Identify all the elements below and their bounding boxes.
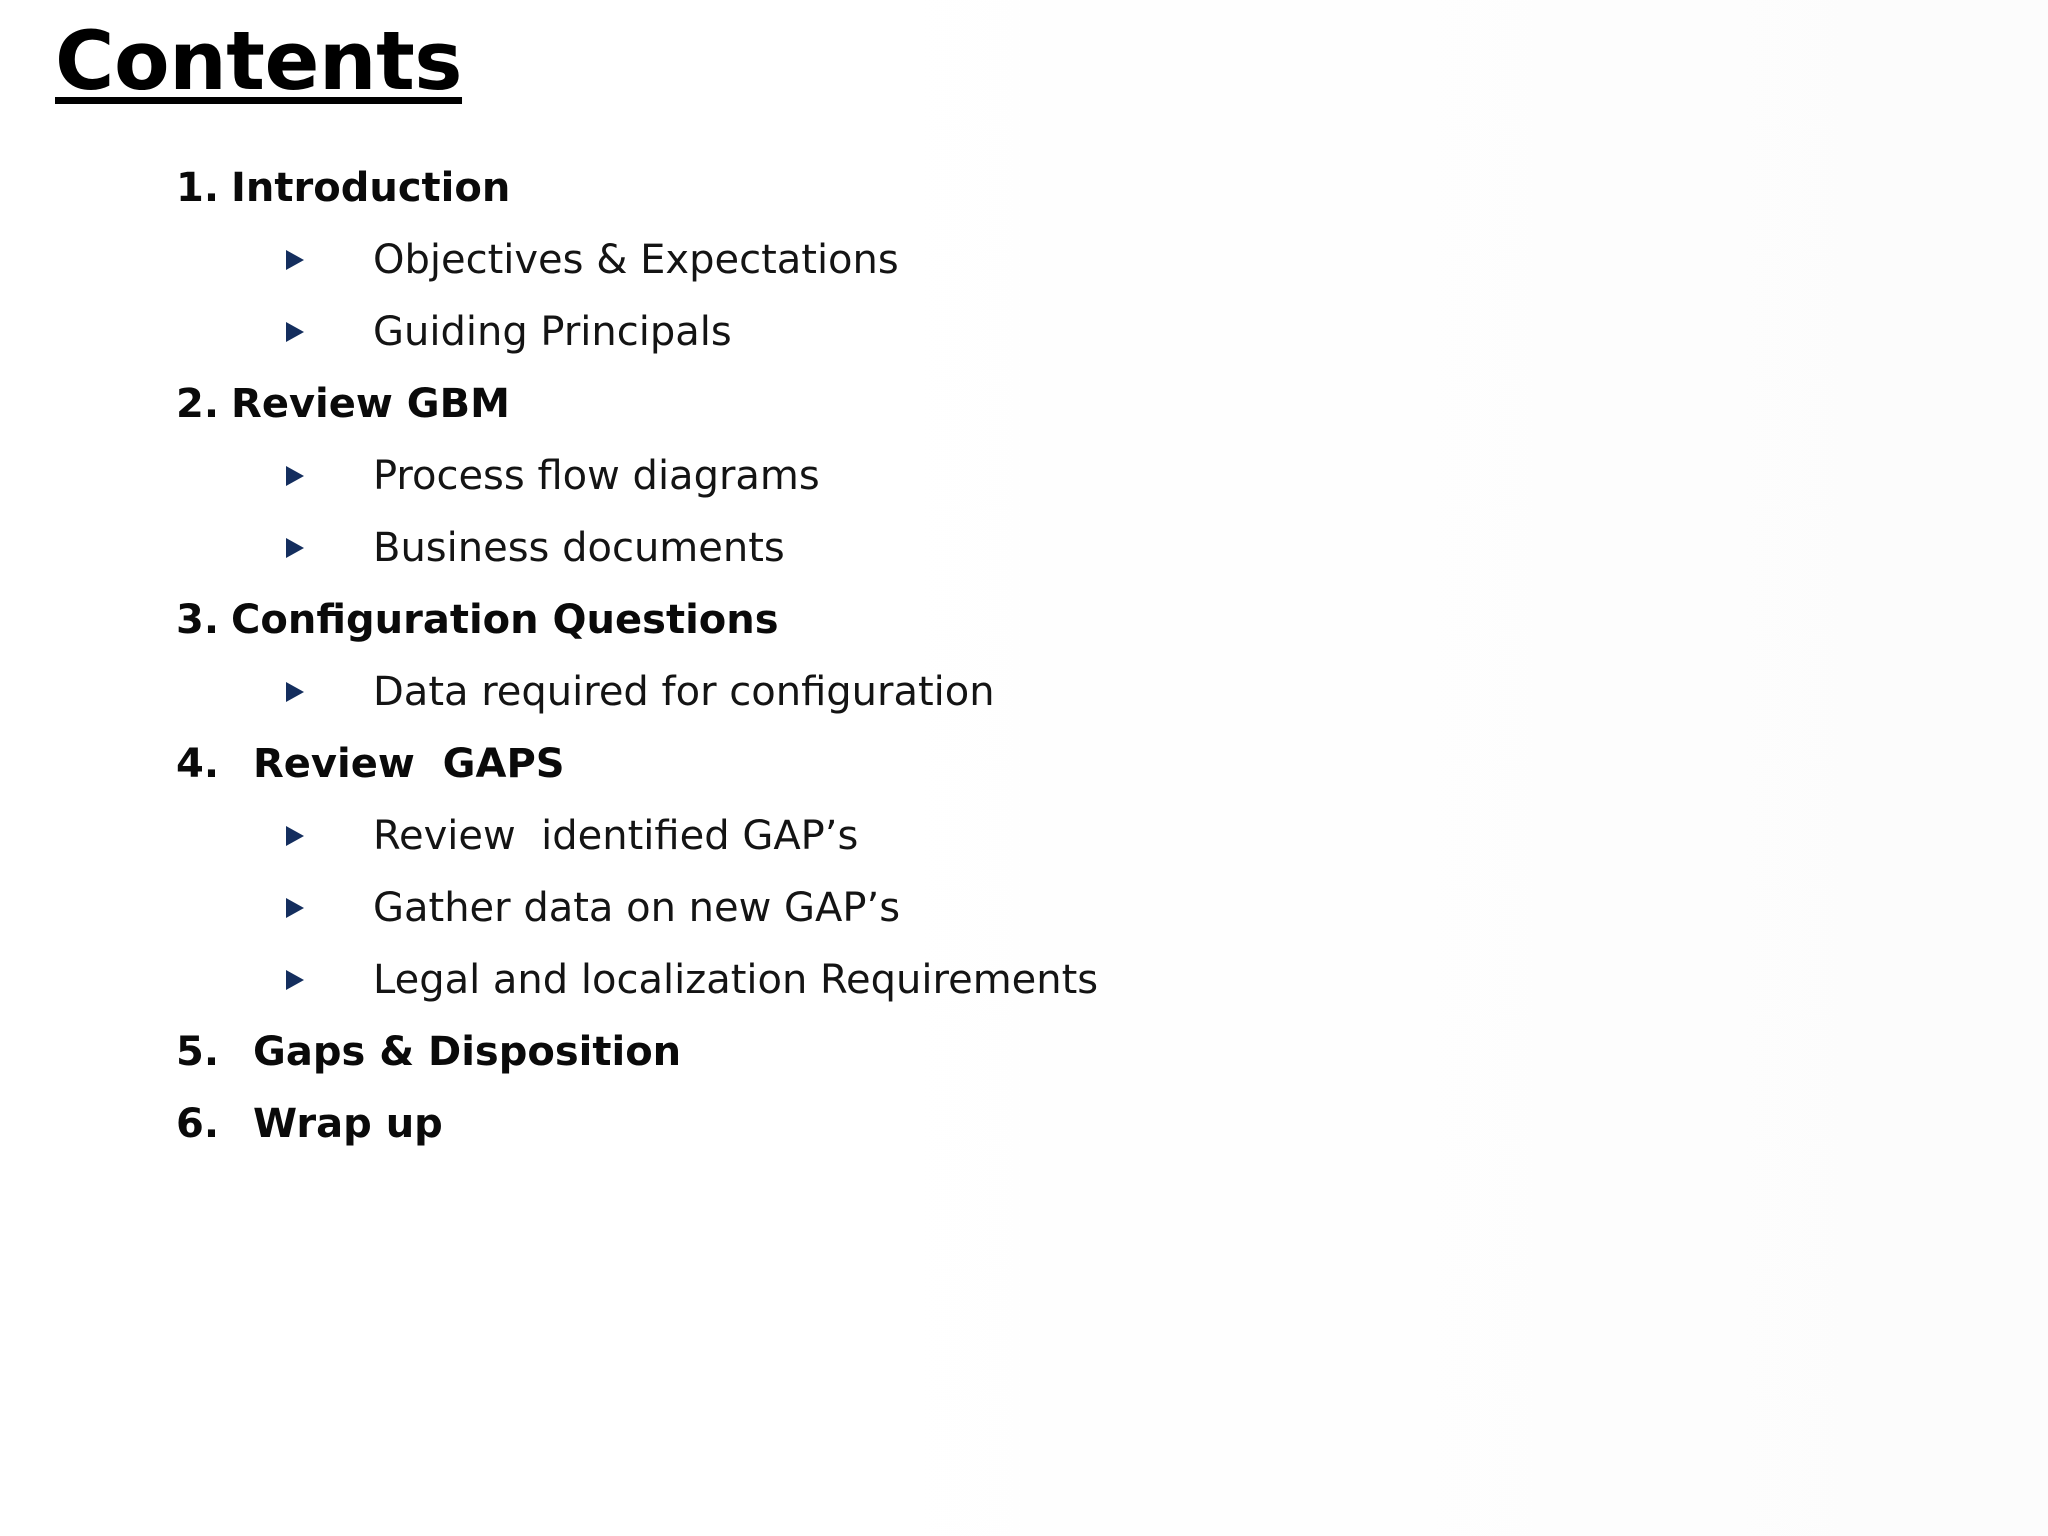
triangle-bullet-icon [286,322,304,342]
subitem-label: Legal and localization Requirements [373,957,1099,1003]
section-label: Configuration Questions [231,597,779,643]
subitem-label: Gather data on new GAP’s [373,885,901,931]
triangle-bullet-icon [286,970,304,990]
toc-section-review-gbm [176,368,1876,440]
toc-subitem [176,944,1876,1016]
section-label: Review GAPS [253,741,565,787]
section-label: Gaps & Disposition [253,1029,682,1075]
table-of-contents [176,152,1876,1160]
subitem-label: Guiding Principals [373,309,732,355]
section-label: Introduction [231,165,511,211]
triangle-bullet-icon [286,898,304,918]
triangle-bullet-icon [286,682,304,702]
toc-subitem [176,512,1876,584]
triangle-bullet-icon [286,466,304,486]
page-title: Contents [55,15,463,109]
triangle-bullet-icon [286,250,304,270]
toc-subitem [176,872,1876,944]
toc-subitem [176,296,1876,368]
subitem-label: Review identified GAP’s [373,813,859,859]
toc-subitem [176,656,1876,728]
toc-subitem [176,800,1876,872]
section-label: Review GBM [231,381,510,427]
subitem-label: Process flow diagrams [373,453,820,499]
section-label: Wrap up [253,1101,443,1147]
section-number: 4. [176,741,220,787]
toc-section-review-gaps [176,728,1876,800]
toc-section-gaps-disposition [176,1016,1876,1088]
toc-subitem [176,224,1876,296]
toc-section-wrap-up [176,1088,1876,1160]
section-number: 3. [176,597,220,643]
toc-subitem [176,440,1876,512]
triangle-bullet-icon [286,826,304,846]
subitem-label: Data required for configuration [373,669,995,715]
section-number: 1. [176,165,220,211]
triangle-bullet-icon [286,538,304,558]
toc-section-introduction [176,152,1876,224]
toc-section-configuration-questions [176,584,1876,656]
subitem-label: Objectives & Expectations [373,237,899,283]
section-number: 5. [176,1029,220,1075]
subitem-label: Business documents [373,525,785,571]
section-number: 6. [176,1101,220,1147]
section-number: 2. [176,381,220,427]
